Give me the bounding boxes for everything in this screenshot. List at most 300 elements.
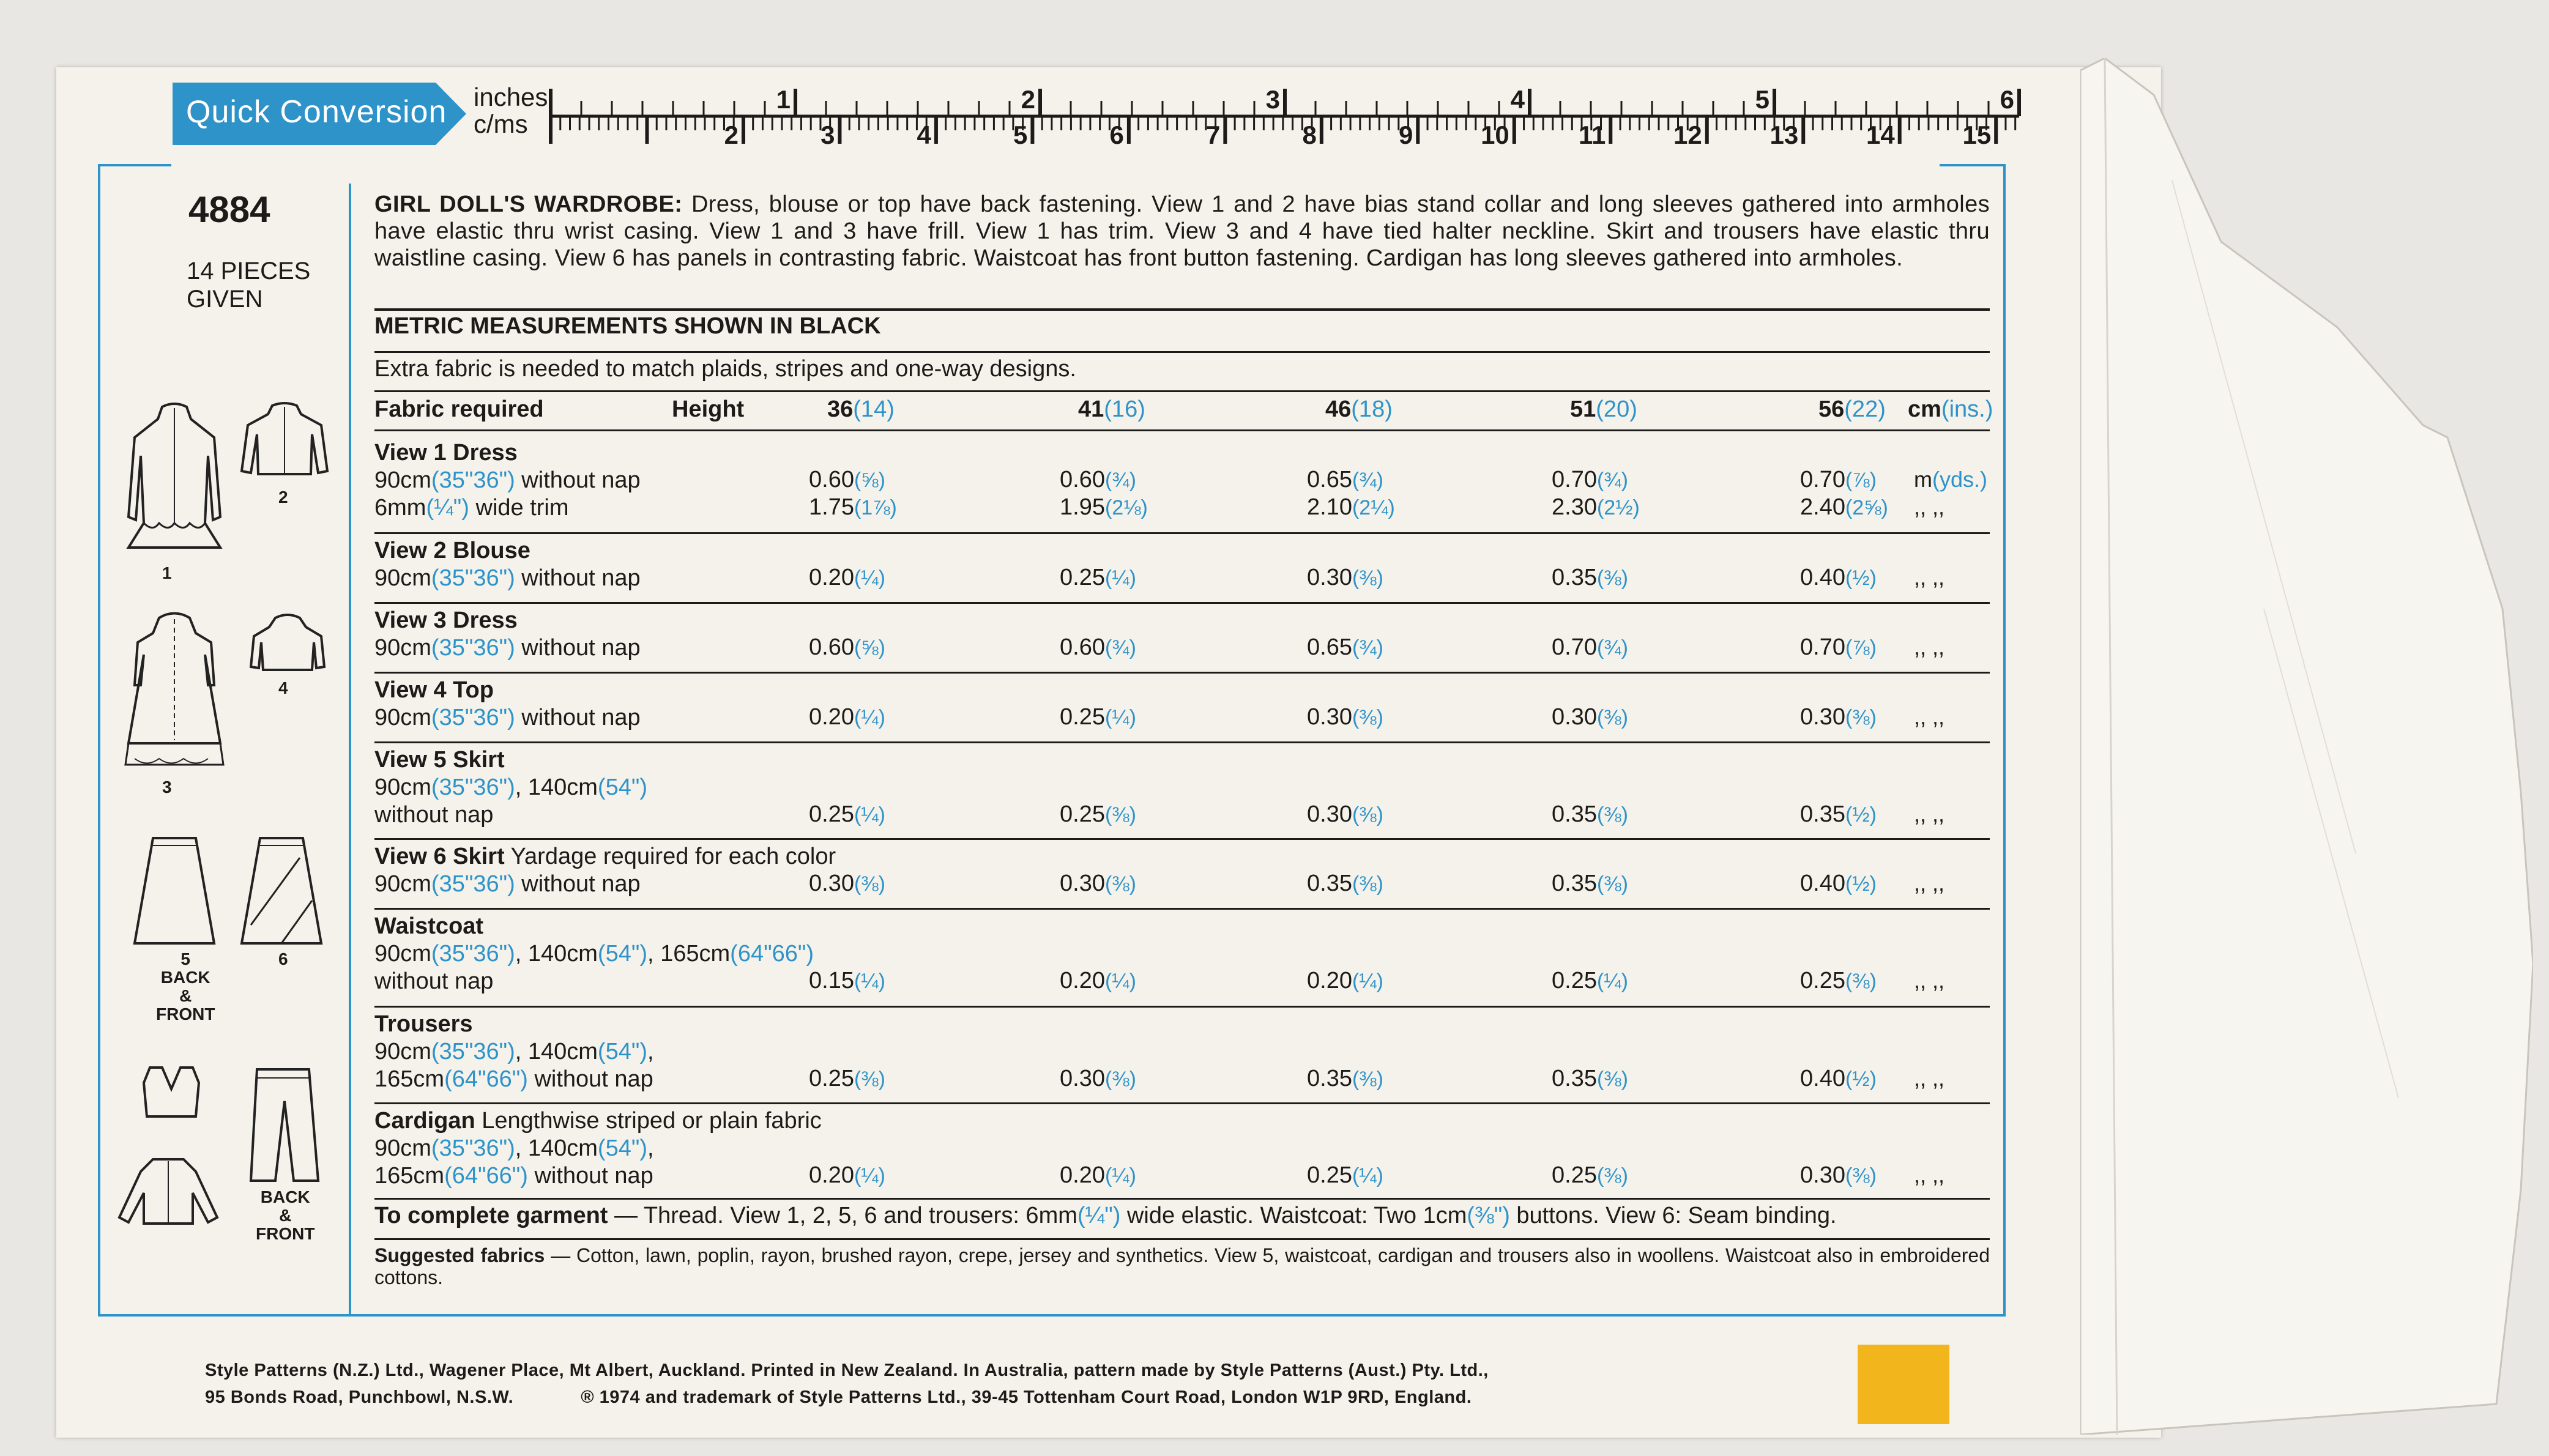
divider [374,532,1990,534]
row-label-r9 [374,1107,822,1190]
waistcoat-sketch [138,1064,205,1120]
row-ditto: ,, ,, [1914,634,1945,659]
row-fabric-line [374,467,641,494]
fabric-width: (54") [597,1135,647,1161]
row-fabric-line2 [374,1066,654,1093]
yardage-value [1060,467,1136,493]
row-fabric-line [374,704,641,732]
fabric-width: (35"36") [431,565,515,591]
yardage-metric: 0.30 [1307,704,1352,730]
fabric-width: (35"36") [431,467,515,493]
cm-number: 15 [1962,121,1992,149]
fabric-width: (54") [597,774,647,800]
size-header [1078,396,1145,423]
yardage-metric: 0.60 [1060,467,1105,492]
trim-imperial: (2⅛) [1104,496,1148,519]
row-label-r8 [374,1011,654,1093]
description-title: GIRL DOLL'S WARDROBE: [374,191,683,217]
description-body: Dress, blouse or top have back fastening. View 1 and 2 have bias stand collar and long sleeves gathered into armholes have elastic thru wrist casing. View 1 and 3 have frill. View 1 has trim. View 3 and 4 have tied halter neckline. Skirt and trousers have elastic thru waistline casing. View 6 has panels in contrasting fabric. Waistcoat has front button fastening. Cardigan has long sleeves gathered into armholes. [374,191,1990,271]
row-title-line [374,677,641,704]
yardage-value [1800,467,1877,493]
row-fabric-line [374,940,814,968]
yardage-value [1060,565,1136,591]
yardage-metric: 0.30 [1800,704,1845,730]
fabric-width: , 140cm [515,774,598,800]
yardage-metric: 0.30 [1060,871,1105,896]
yardage-imperial: (¼) [1104,706,1136,729]
yardage-metric: 0.70 [1800,634,1845,660]
row-fabric-line [374,1135,822,1162]
yardage-value [1552,968,1628,994]
yardage-metric: 0.25 [1552,968,1597,994]
yardage-metric: 0.30 [809,871,854,896]
fabric-width: without nap [515,635,641,661]
footer-copyright: ® 1974 [581,1387,641,1407]
view5-skirt-sketch [132,833,217,946]
complete-text2b: (⅜") [1467,1203,1510,1228]
yardage-metric: 0.30 [1307,801,1352,827]
yardage-value [1800,871,1877,897]
yardage-value [1307,968,1383,994]
yardage-value [809,1066,885,1092]
trim-metric: 1.95 [1060,494,1105,520]
trim-imperial: (2¼) [1352,496,1395,519]
yardage-imperial: (⅜) [1352,706,1383,729]
unit-m: m [1914,467,1932,492]
yardage-value [1307,1162,1383,1189]
yardage-imperial: (⅜) [1596,872,1628,896]
row-unit [1914,467,1987,492]
cm-number: 8 [1302,121,1317,149]
yardage-imperial: (⅜) [1596,1164,1628,1187]
fabric-width: (54") [597,1039,647,1064]
fabric-width: without nap [515,565,641,591]
row-fabric-line [374,871,836,898]
yardage-value [1552,1066,1628,1092]
fabric-width: (35"36") [431,871,515,897]
row-fabric-line2 [374,494,641,522]
row-fabric-line [374,774,647,801]
fabric-width: , 165cm [647,941,731,967]
yardage-imperial: (¼) [854,1164,885,1187]
yardage-imperial: (¾) [1596,636,1628,659]
fabric-width: , [647,1039,654,1064]
trim-value [1552,494,1640,521]
yardage-metric: 0.20 [1307,968,1352,994]
view-label-5-back-front: 5 BACK & FRONT [156,949,215,1023]
divider [374,308,1990,311]
yardage-metric: 0.35 [1552,1066,1597,1091]
yardage-metric: 0.20 [1060,968,1105,994]
trim-metric: 2.10 [1307,494,1352,520]
fabric-width: , [647,1135,654,1161]
yardage-metric: 0.35 [1800,801,1845,827]
yardage-value [1552,871,1628,897]
yardage-imperial: (½) [1845,1068,1877,1091]
yardage-value [809,565,885,591]
fabric-width: 90cm [374,1135,431,1161]
view-label-4: 4 [278,678,288,697]
fabric-width: 165cm [374,1066,445,1092]
row-fabric-line2 [374,1162,822,1190]
divider [374,838,1990,840]
publisher-footer [205,1357,1489,1411]
yardage-value [1060,1066,1136,1092]
inch-number: 1 [776,85,791,114]
cm-number: 9 [1398,121,1413,149]
row-fabric-line [374,1038,654,1066]
yardage-value [1060,968,1136,994]
yardage-imperial: (½) [1845,566,1877,590]
inch-number: 3 [1265,85,1280,114]
row-ditto: ,, ,, [1914,871,1945,896]
row-ditto: ,, ,, [1914,565,1945,590]
inch-number: 4 [1510,85,1525,114]
fabric-width: 90cm [374,565,431,591]
pieces-count: 14 PIECES [187,258,311,284]
complete-text3: buttons. View 6: Seam binding. [1509,1203,1837,1228]
divider [374,602,1990,604]
fabric-width: (35"36") [431,635,515,661]
yardage-imperial: (⅜) [1104,1068,1136,1091]
yardage-metric: 0.40 [1800,1066,1845,1091]
yardage-imperial: (⅜) [1352,803,1383,826]
yardage-imperial: (⅜) [1596,1068,1628,1091]
extra-fabric-note: Extra fabric is needed to match plaids, stripes and one-way designs. [374,356,1076,382]
quick-conversion-tab [173,83,466,145]
fabric-width: 90cm [374,635,431,661]
yardage-value [1800,801,1877,828]
fabric-width: (¼") [426,495,469,521]
yardage-metric: 0.65 [1307,467,1352,492]
complete-text2: wide elastic. Waistcoat: Two 1cm [1120,1203,1467,1228]
fabric-width: (54") [597,941,647,967]
fabric-width: (64"66") [444,1066,528,1092]
yardage-metric: 0.25 [1060,565,1105,590]
yardage-value [1800,1066,1877,1092]
yardage-value [1060,704,1136,730]
row-fabric-line2 [374,801,647,829]
yardage-imperial: (¼) [854,706,885,729]
row-title-line [374,1107,822,1135]
row-ditto: ,, ,, [1914,494,1945,519]
yardage-metric: 0.20 [809,1162,854,1188]
cm-number: 2 [724,121,739,149]
yardage-metric: 0.35 [1552,565,1597,590]
fabric-width: , 140cm [515,1135,598,1161]
yardage-value [809,634,885,661]
ruler-inches-label: inches [474,83,548,111]
suggest-lead: Suggested fabrics [374,1244,545,1266]
yardage-imperial: (⅜) [1845,706,1877,729]
row-title-line [374,439,641,467]
yardage-imperial: (¼) [854,803,885,826]
fabric-width: (35"36") [431,1135,515,1161]
fabric-width: 6mm [374,495,426,521]
yardage-value [1552,1162,1628,1189]
yardage-value [1307,634,1383,661]
row-title: View 3 Dress [374,607,518,633]
yardage-value [1307,565,1383,591]
divider [374,672,1990,674]
yardage-imperial: (⅜) [1104,803,1136,826]
yardage-value [1552,565,1628,591]
yardage-imperial: (½) [1845,872,1877,896]
yardage-imperial: (⅜) [1596,566,1628,590]
fabric-required-header: Fabric required [374,396,544,422]
size-in: (16) [1104,396,1145,422]
pattern-number: 4884 [188,189,270,230]
row-title-line [374,913,814,940]
yardage-value [809,871,885,897]
row-title: View 4 Top [374,677,494,703]
inch-number: 6 [2000,85,2014,114]
view4-top-sketch [248,612,327,676]
yardage-metric: 0.35 [1552,801,1597,827]
yardage-value [1307,801,1383,828]
yardage-value [1552,634,1628,661]
yardage-imperial: (¼) [854,970,885,993]
fabric-width: (35"36") [431,774,515,800]
frame-top-right [1940,164,2003,166]
cm-number: 4 [917,121,931,149]
yardage-metric: 0.25 [1060,704,1105,730]
yardage-metric: 0.20 [809,704,854,730]
column-divider [349,184,351,1314]
divider [374,1006,1990,1008]
yardage-imperial: (¼) [1104,970,1136,993]
view6-skirt-sketch [239,833,324,946]
yardage-value [1307,704,1383,730]
row-title: Cardigan [374,1108,475,1134]
yardage-value [1307,467,1383,493]
row-label-r1 [374,439,641,522]
trim-metric: 2.30 [1552,494,1597,520]
yardage-value [1800,1162,1877,1189]
complete-text1b: (¼") [1077,1203,1121,1228]
row-fabric-line [374,634,641,662]
yardage-metric: 0.35 [1552,871,1597,896]
footer-trademark: and trademark of Style Patterns Ltd., 39-45 Tottenham Court Road, London W1P 9RD, England. [640,1387,1472,1407]
yardage-imperial: (¼) [1104,1164,1136,1187]
yardage-value [1060,801,1136,828]
pieces-given-label: GIVEN [187,286,263,313]
pieces-given [187,257,310,313]
size-in: (14) [853,396,895,422]
row-title-line [374,746,647,774]
yardage-imperial: (¾) [1596,469,1628,492]
row-title-line [374,607,641,634]
yardage-imperial: (¼) [1352,1164,1383,1187]
yardage-metric: 0.25 [1800,968,1845,994]
fabric-width: , 140cm [515,1039,598,1064]
view1-dress-sketch [122,401,226,560]
row-title: View 2 Blouse [374,538,530,563]
cm-number: 5 [1013,121,1028,149]
yardage-metric: 0.60 [809,467,854,492]
yardage-imperial: (¾) [1104,469,1136,492]
yardage-metric: 0.30 [1800,1162,1845,1188]
fabric-width: 90cm [374,774,431,800]
size-header [1570,396,1637,423]
size-in: (20) [1596,396,1637,422]
yardage-metric: 0.60 [1060,634,1105,660]
yardage-metric: 0.25 [809,801,854,827]
envelope-flap [2080,58,2533,1435]
row-label-r5 [374,746,647,829]
row-title-line [374,1011,654,1038]
yardage-imperial: (⅜) [1845,1164,1877,1187]
yardage-imperial: (⅜) [1352,872,1383,896]
yardage-metric: 0.70 [1552,467,1597,492]
divider [374,908,1990,910]
fabric-width: without nap [374,968,494,994]
trim-metric: 1.75 [809,494,854,520]
fabric-width: without nap [515,705,641,730]
size-cm: 56 [1818,396,1845,422]
row-title: Trousers [374,1011,473,1037]
size-cm: 36 [827,396,854,422]
yardage-value [1800,968,1877,994]
yardage-imperial: (⅜) [1596,706,1628,729]
yardage-metric: 0.65 [1307,634,1352,660]
cm-number: 14 [1866,121,1895,149]
complete-text1: — Thread. View 1, 2, 5, 6 and trousers: 6mm [608,1203,1077,1228]
footer-address: 95 Bonds Road, Punchbowl, N.S.W. [205,1387,514,1407]
fabric-width: 90cm [374,941,431,967]
view-label-1: 1 [162,563,172,582]
cm-number: 10 [1481,121,1509,149]
view-label-6: 6 [278,949,288,968]
fabric-width: without nap [515,467,641,493]
complete-lead: To complete garment [374,1203,608,1228]
row-title-note: Lengthwise striped or plain fabric [475,1108,822,1134]
yardage-metric: 0.40 [1800,565,1845,590]
divider [374,1198,1990,1200]
view3-dress-sketch [122,612,226,774]
fabric-width: without nap [527,1163,653,1189]
trim-metric: 2.40 [1800,494,1845,520]
row-ditto: ,, ,, [1914,704,1945,729]
quick-conversion-label: Quick Conversion [186,94,447,130]
inch-number: 2 [1021,85,1035,114]
yardage-value [1552,467,1628,493]
fabric-width: , 140cm [515,941,598,967]
divider [374,1238,1990,1240]
divider [374,1102,1990,1104]
yardage-imperial: (¼) [1352,970,1383,993]
yardage-imperial: (⅜) [854,1068,885,1091]
divider [374,351,1990,353]
row-title: View 1 Dress [374,440,518,466]
conversion-ruler [465,83,2019,150]
fabric-width: without nap [527,1066,653,1092]
trousers-sketch [245,1064,321,1187]
yardage-value [1552,704,1628,730]
yardage-imperial: (¾) [1352,636,1383,659]
metric-note: METRIC MEASUREMENTS SHOWN IN BLACK [374,313,881,339]
yardage-value [1800,704,1877,730]
yardage-imperial: (¼) [1596,970,1628,993]
ruler-cms-label: c/ms [474,110,528,138]
row-title-line [374,537,641,565]
yardage-value [809,704,885,730]
cm-number: 3 [821,121,835,149]
row-title-note: Yardage required for each color [504,844,836,869]
yardage-value [809,801,885,828]
yardage-metric: 0.35 [1307,1066,1352,1091]
yardage-value [1800,565,1877,591]
yardage-metric: 0.15 [809,968,854,994]
yardage-value [1060,871,1136,897]
frame-top-left [98,164,171,166]
view-label-5: 5 [180,949,190,968]
row-title: View 5 Skirt [374,747,505,773]
row-fabric-line2 [374,968,814,995]
footer-line1: Style Patterns (N.Z.) Ltd., Wagener Place, Mt Albert, Auckland. Printed in New Zealand. In Australia, pattern made by Style Patterns (Aust.) Pty. Ltd., [205,1361,1489,1380]
yardage-imperial: (⅝) [854,469,885,492]
yardage-value [809,467,885,493]
yardage-value [1800,634,1877,661]
yardage-metric: 0.20 [1060,1162,1105,1188]
yardage-metric: 0.60 [809,634,854,660]
yardage-imperial: (¼) [854,566,885,590]
complete-garment-note [374,1203,1990,1229]
row-title: Waistcoat [374,913,484,939]
fabric-width: (64"66") [730,941,814,967]
inch-number: 5 [1755,85,1769,114]
yardage-metric: 0.70 [1800,467,1845,492]
size-header [1818,396,1886,423]
unit-yds: (yds.) [1932,467,1987,492]
trim-value [809,494,897,521]
row-label-r7 [374,913,814,995]
yardage-value [1060,634,1136,661]
row-label-r6 [374,843,836,898]
yardage-metric: 0.30 [1060,1066,1105,1091]
view2-blouse-sketch [239,401,330,480]
yardage-metric: 0.25 [1307,1162,1352,1188]
divider [374,390,1990,392]
divider [374,741,1990,743]
size-cm: 46 [1325,396,1352,422]
view-label-3: 3 [162,778,172,797]
cardigan-sketch [116,1156,220,1227]
yardage-metric: 0.40 [1800,871,1845,896]
row-ditto: ,, ,, [1914,1162,1945,1187]
yardage-value [809,1162,885,1189]
fabric-width: 90cm [374,1039,431,1064]
yardage-imperial: (⅞) [1845,469,1877,492]
fabric-width: (35"36") [431,1039,515,1064]
trim-value [1800,494,1888,521]
yardage-imperial: (⅜) [1596,803,1628,826]
yardage-metric: 0.30 [1307,565,1352,590]
unit-in: (ins.) [1941,396,1993,422]
yardage-metric: 0.25 [1552,1162,1597,1188]
size-in: (18) [1351,396,1393,422]
yardage-imperial: (⅜) [854,872,885,896]
yardage-metric: 0.30 [1552,704,1597,730]
unit-cm: cm [1908,396,1941,422]
fabric-width: (35"36") [431,941,515,967]
row-label-r2 [374,537,641,592]
yardage-imperial: (¾) [1104,636,1136,659]
row-title-line [374,843,836,871]
yardage-imperial: (⅜) [1352,566,1383,590]
yardage-value [1307,871,1383,897]
yardage-value [1552,801,1628,828]
